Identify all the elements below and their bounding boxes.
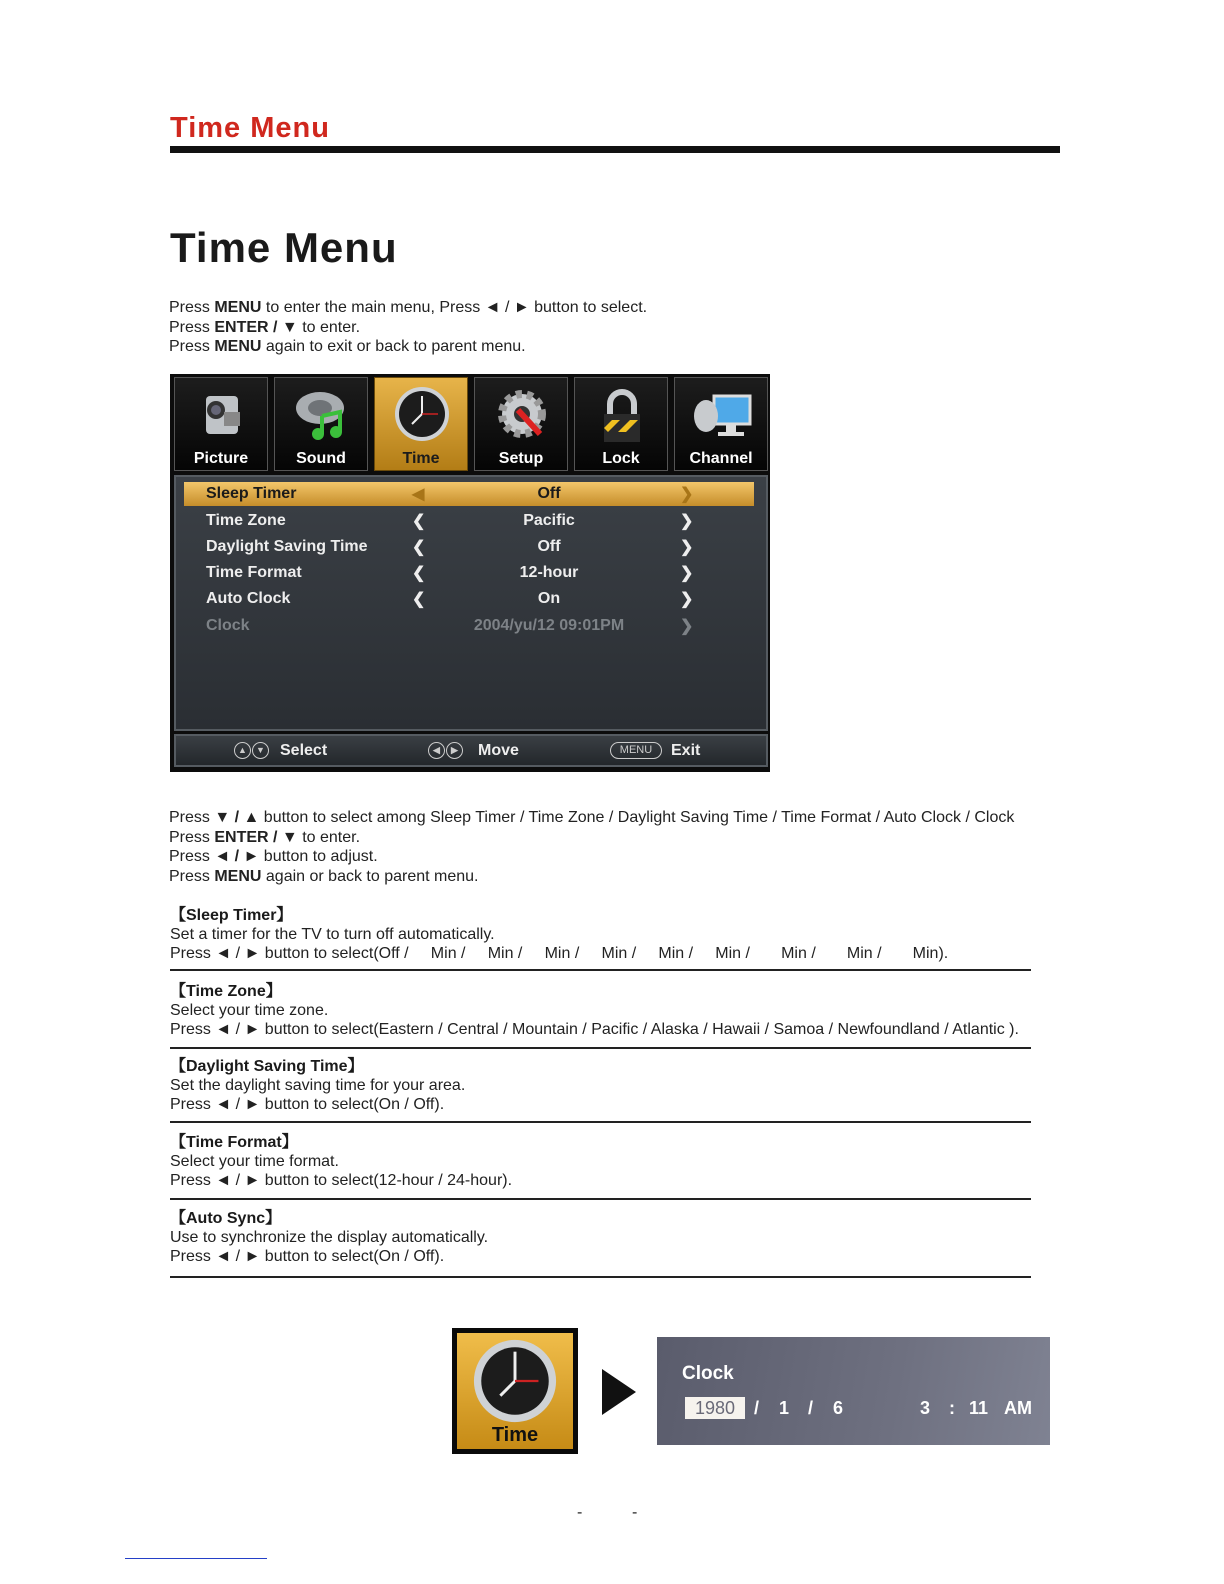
left-arrow-icon[interactable]: ❮	[412, 565, 426, 582]
section-auto-sync: 【Auto Sync】 Use to synchronize the display automatically. Press ◄ / ► button to select(On / Off).	[170, 1209, 1030, 1266]
day-field[interactable]: 6	[833, 1398, 844, 1418]
padlock-icon	[592, 386, 652, 446]
divider	[170, 969, 1031, 971]
section-daylight-saving-time: 【Daylight Saving Time】 Set the daylight saving time for your area. Press ◄ / ► button to select(On / Off).	[170, 1057, 1030, 1114]
right-triangle-arrow-icon	[602, 1369, 636, 1415]
tab-sound[interactable]: Sound	[274, 377, 368, 471]
menu-tabs	[174, 377, 768, 473]
divider	[170, 1198, 1031, 1200]
clock-icon	[392, 386, 452, 446]
footer-line	[125, 1558, 267, 1559]
page-number-right-mark: -	[632, 1504, 638, 1521]
page-number-left-mark: -	[577, 1504, 583, 1521]
menu-footer	[174, 734, 768, 767]
footer-select-label: Select	[280, 742, 328, 759]
footer-move-label: Move	[478, 742, 519, 759]
intro-text: Press MENU to enter the main menu, Press ◄ / ► button to select. Press ENTER / ▼ to enter. Press MENU again to exit or back to parent menu.	[169, 299, 648, 355]
left-arrow-icon[interactable]: ❮	[412, 513, 426, 530]
camera-icon	[192, 386, 252, 446]
time-tab-icon: Time	[452, 1328, 578, 1454]
divider	[170, 1276, 1031, 1278]
right-arrow-icon[interactable]: ❯	[680, 513, 694, 530]
row-time-format[interactable]: Time Format ❮ 12-hour ❯	[206, 564, 694, 582]
hour-field[interactable]: 3	[920, 1398, 931, 1418]
left-arrow-icon[interactable]: ◀	[412, 486, 425, 503]
row-daylight-saving-time[interactable]: Daylight Saving Time ❮ Off ❯	[206, 538, 694, 556]
time-settings-panel	[174, 475, 768, 731]
right-arrow-icon[interactable]: ❯	[680, 539, 694, 556]
tv-time-menu	[170, 374, 770, 772]
month-field[interactable]: 1	[779, 1398, 790, 1418]
tab-channel[interactable]: Channel	[674, 377, 768, 471]
left-arrow-icon[interactable]: ❮	[412, 539, 426, 556]
right-button-icon: ▶	[446, 742, 463, 759]
tab-setup[interactable]: Setup	[474, 377, 568, 471]
row-auto-clock[interactable]: Auto Clock ❮ On ❯	[206, 590, 694, 608]
down-button-icon: ▼	[252, 742, 269, 759]
header-rule	[170, 146, 1060, 153]
header-title: Time Menu	[170, 112, 330, 144]
row-clock: Clock 2004/yu/12 09:01PM ❯	[206, 617, 694, 635]
gear-wrench-icon	[492, 386, 552, 446]
right-arrow-icon: ❯	[680, 618, 694, 635]
divider	[170, 1121, 1031, 1123]
tab-lock[interactable]: Lock	[574, 377, 668, 471]
up-button-icon: ▲	[234, 742, 251, 759]
right-arrow-icon[interactable]: ❯	[680, 565, 694, 582]
page-title: Time Menu	[170, 224, 398, 271]
year-field[interactable]: 1980	[685, 1397, 745, 1419]
left-arrow-icon[interactable]: ❮	[412, 591, 426, 608]
section-time-format: 【Time Format】 Select your time format. Press ◄ / ► button to select(12-hour / 24-hour).	[170, 1133, 1030, 1190]
section-sleep-timer: 【Sleep Timer】 Set a timer for the TV to turn off automatically. Press ◄ / ► button to select(Off / Min / Min / Min / Min / Min / Min / Min / Min / Min).	[170, 906, 1030, 963]
menu-key-icon: MENU	[610, 742, 662, 759]
instructions-text: Press ▼ / ▲ button to select among Sleep Timer / Time Zone / Daylight Saving Time / Time Format / Auto Clock / Clock Press ENTER / ▼ to enter. Press ◄ / ► button to adjust. Press MENU again or back to parent menu.	[169, 809, 1015, 885]
tab-time[interactable]: Time	[374, 377, 468, 471]
ampm-field[interactable]: AM	[1004, 1398, 1032, 1418]
satellite-monitor-icon	[692, 386, 752, 446]
left-button-icon: ◀	[428, 742, 445, 759]
clock-display: Clock 1980 / 1 / 6 3 : 11 AM	[657, 1337, 1050, 1445]
section-time-zone: 【Time Zone】 Select your time zone. Press ◄ / ► button to select(Eastern / Central / Mountain / Pacific / Alaska / Hawaii / Samoa / Newfoundland / Atlantic ).	[170, 982, 1030, 1039]
row-time-zone[interactable]: Time Zone ❮ Pacific ❯	[206, 512, 694, 530]
row-sleep-timer[interactable]: Sleep Timer ◀ Off ❯	[184, 482, 754, 506]
footer-exit-label: Exit	[671, 742, 701, 759]
tab-picture[interactable]: Picture	[174, 377, 268, 471]
right-arrow-icon[interactable]: ❯	[680, 591, 694, 608]
clock-icon	[471, 1337, 559, 1425]
music-note-icon	[292, 386, 352, 446]
right-arrow-icon[interactable]: ❯	[680, 486, 694, 503]
divider	[170, 1047, 1031, 1049]
minute-field[interactable]: 11	[969, 1398, 989, 1418]
